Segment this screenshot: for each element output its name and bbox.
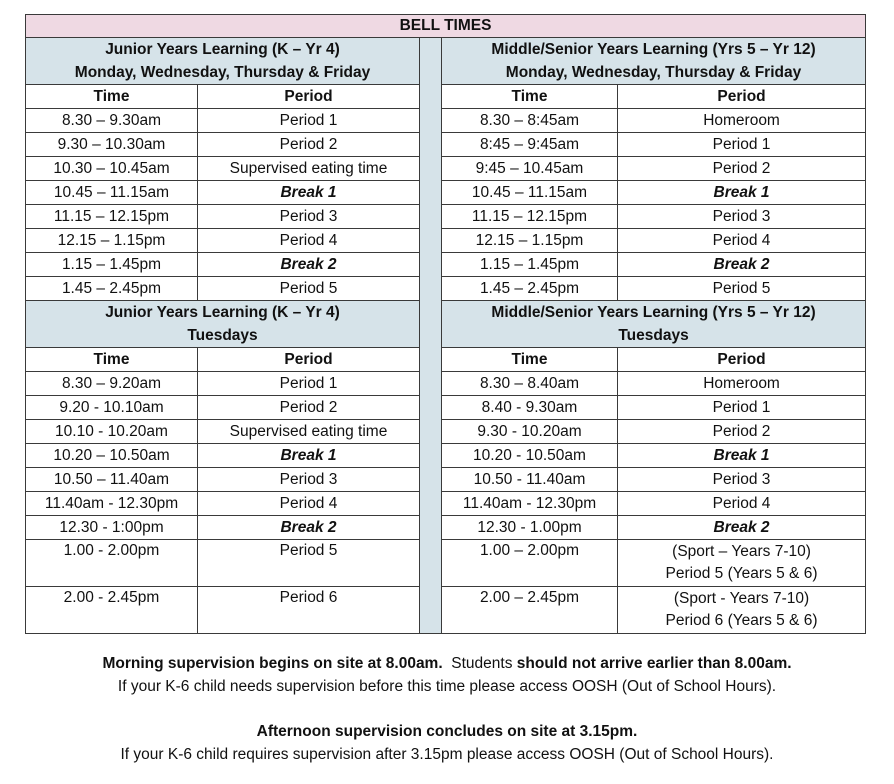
senior-time-cell: 1.00 – 2.00pm bbox=[442, 540, 618, 587]
senior-time-cell: 12.30 - 1.00pm bbox=[442, 516, 618, 540]
senior-period-cell: Period 5 bbox=[618, 277, 866, 301]
afternoon-supervision-text: Afternoon supervision concludes on site at 3.15pm. bbox=[256, 723, 638, 740]
junior-section-title bbox=[26, 301, 420, 348]
junior-time-cell: 10.30 – 10.45am bbox=[26, 157, 198, 181]
junior-section-title bbox=[26, 38, 420, 85]
junior-time-cell: 10.50 – 11.40am bbox=[26, 468, 198, 492]
junior-period-cell: Supervised eating time bbox=[198, 157, 420, 181]
senior-period-cell: Period 4 bbox=[618, 229, 866, 253]
column-divider bbox=[420, 38, 442, 634]
junior-time-cell: 2.00 - 2.45pm bbox=[26, 587, 198, 634]
senior-time-cell: 12.15 – 1.15pm bbox=[442, 229, 618, 253]
junior-period-cell: Period 1 bbox=[198, 109, 420, 133]
schedule-row bbox=[26, 277, 866, 301]
junior-period-cell: Break 1 bbox=[198, 444, 420, 468]
senior-period-cell-line: (Sport - Years 7-10) bbox=[673, 590, 810, 607]
junior-period-cell: Break 2 bbox=[198, 516, 420, 540]
junior-time-header: Time bbox=[26, 348, 198, 372]
junior-time-cell: 9.30 – 10.30am bbox=[26, 133, 198, 157]
junior-period-header: Period bbox=[198, 348, 420, 372]
junior-time-cell: 12.15 – 1.15pm bbox=[26, 229, 198, 253]
junior-period-cell: Period 4 bbox=[198, 492, 420, 516]
senior-period-cell: Period 3 bbox=[618, 468, 866, 492]
schedule-row bbox=[26, 253, 866, 277]
senior-period-cell: Period 2 bbox=[618, 420, 866, 444]
senior-time-cell: 9:45 – 10.45am bbox=[442, 157, 618, 181]
junior-period-cell: Supervised eating time bbox=[198, 420, 420, 444]
senior-period-cell bbox=[618, 587, 866, 634]
morning-supervision-text: Morning supervision begins on site at 8.00am. bbox=[102, 655, 443, 672]
junior-period-cell: Period 6 bbox=[198, 587, 420, 634]
junior-period-cell: Period 1 bbox=[198, 372, 420, 396]
schedule-row bbox=[26, 444, 866, 468]
senior-section-title bbox=[442, 38, 866, 85]
schedule-row bbox=[26, 157, 866, 181]
table-title: BELL TIMES bbox=[26, 15, 866, 38]
junior-time-cell: 9.20 - 10.10am bbox=[26, 396, 198, 420]
senior-period-cell-line: (Sport – Years 7-10) bbox=[672, 543, 811, 560]
junior-time-cell: 10.45 – 11.15am bbox=[26, 181, 198, 205]
junior-time-cell: 1.15 – 1.45pm bbox=[26, 253, 198, 277]
senior-period-cell-line: Period 5 (Years 5 & 6) bbox=[665, 565, 818, 582]
senior-time-cell: 1.15 – 1.45pm bbox=[442, 253, 618, 277]
junior-section-title-line: Monday, Wednesday, Thursday & Friday bbox=[74, 64, 371, 81]
morning-notice-line-1 bbox=[0, 652, 894, 675]
senior-period-cell: Period 1 bbox=[618, 133, 866, 157]
schedule-row bbox=[26, 516, 866, 540]
senior-period-header: Period bbox=[618, 348, 866, 372]
senior-period-cell: Period 2 bbox=[618, 157, 866, 181]
senior-period-cell-line: Period 6 (Years 5 & 6) bbox=[665, 612, 818, 629]
junior-period-cell: Period 3 bbox=[198, 468, 420, 492]
schedule-row bbox=[26, 420, 866, 444]
junior-period-cell: Period 2 bbox=[198, 396, 420, 420]
junior-period-cell: Break 2 bbox=[198, 253, 420, 277]
junior-period-cell: Period 5 bbox=[198, 540, 420, 587]
senior-time-header: Time bbox=[442, 348, 618, 372]
senior-time-cell: 11.15 – 12.15pm bbox=[442, 205, 618, 229]
junior-period-cell: Period 4 bbox=[198, 229, 420, 253]
junior-time-cell: 8.30 – 9.20am bbox=[26, 372, 198, 396]
afternoon-notice bbox=[0, 720, 894, 766]
senior-time-cell: 10.45 – 11.15am bbox=[442, 181, 618, 205]
junior-period-header: Period bbox=[198, 85, 420, 109]
schedule-row bbox=[26, 205, 866, 229]
schedule-row bbox=[26, 468, 866, 492]
schedule-row bbox=[26, 492, 866, 516]
senior-period-cell bbox=[618, 540, 866, 587]
senior-time-cell: 10.20 - 10.50am bbox=[442, 444, 618, 468]
schedule-row bbox=[26, 181, 866, 205]
junior-period-cell: Break 1 bbox=[198, 181, 420, 205]
senior-period-cell: Homeroom bbox=[618, 109, 866, 133]
senior-period-cell: Break 2 bbox=[618, 253, 866, 277]
arrival-warning-text: should not arrive earlier than 8.00am. bbox=[516, 655, 792, 672]
senior-section-title-line: Middle/Senior Years Learning (Yrs 5 – Yr 12) bbox=[491, 41, 816, 58]
senior-time-header: Time bbox=[442, 85, 618, 109]
junior-time-cell: 10.20 – 10.50am bbox=[26, 444, 198, 468]
junior-time-cell: 8.30 – 9.30am bbox=[26, 109, 198, 133]
schedule-row bbox=[26, 540, 866, 587]
bell-times-table bbox=[25, 14, 866, 634]
senior-section-title-line: Middle/Senior Years Learning (Yrs 5 – Yr 12) bbox=[491, 304, 816, 321]
senior-period-cell: Period 3 bbox=[618, 205, 866, 229]
senior-period-cell: Period 4 bbox=[618, 492, 866, 516]
junior-time-cell: 11.40am - 12.30pm bbox=[26, 492, 198, 516]
senior-section-title-line: Tuesdays bbox=[618, 327, 689, 344]
junior-section-title-line: Tuesdays bbox=[187, 327, 258, 344]
senior-time-cell: 2.00 – 2.45pm bbox=[442, 587, 618, 634]
junior-period-cell: Period 3 bbox=[198, 205, 420, 229]
senior-time-cell: 8.40 - 9.30am bbox=[442, 396, 618, 420]
students-text: Students bbox=[442, 655, 517, 672]
senior-time-cell: 1.45 – 2.45pm bbox=[442, 277, 618, 301]
senior-period-cell: Period 1 bbox=[618, 396, 866, 420]
schedule-row bbox=[26, 109, 866, 133]
senior-time-cell: 11.40am - 12.30pm bbox=[442, 492, 618, 516]
schedule-row bbox=[26, 587, 866, 634]
senior-period-cell: Break 1 bbox=[618, 181, 866, 205]
senior-period-cell: Homeroom bbox=[618, 372, 866, 396]
senior-time-cell: 10.50 - 11.40am bbox=[442, 468, 618, 492]
morning-notice bbox=[0, 652, 894, 698]
junior-time-cell: 10.10 - 10.20am bbox=[26, 420, 198, 444]
junior-time-cell: 1.45 – 2.45pm bbox=[26, 277, 198, 301]
senior-section-title-line: Monday, Wednesday, Thursday & Friday bbox=[505, 64, 802, 81]
junior-period-cell: Period 2 bbox=[198, 133, 420, 157]
senior-time-cell: 9.30 - 10.20am bbox=[442, 420, 618, 444]
junior-section-title-line: Junior Years Learning (K – Yr 4) bbox=[105, 304, 340, 321]
junior-time-cell: 12.30 - 1:00pm bbox=[26, 516, 198, 540]
senior-period-cell: Break 2 bbox=[618, 516, 866, 540]
senior-time-cell: 8.30 – 8:45am bbox=[442, 109, 618, 133]
schedule-row bbox=[26, 133, 866, 157]
junior-time-cell: 1.00 - 2.00pm bbox=[26, 540, 198, 587]
morning-oosh-text: If your K-6 child needs supervision before this time please access OOSH (Out of School Hours). bbox=[117, 678, 777, 695]
senior-time-cell: 8:45 – 9:45am bbox=[442, 133, 618, 157]
senior-section-title bbox=[442, 301, 866, 348]
junior-time-header: Time bbox=[26, 85, 198, 109]
schedule-row bbox=[26, 372, 866, 396]
afternoon-oosh-text: If your K-6 child requires supervision after 3.15pm please access OOSH (Out of School Hours). bbox=[120, 746, 774, 763]
senior-period-header: Period bbox=[618, 85, 866, 109]
senior-period-cell: Break 1 bbox=[618, 444, 866, 468]
junior-period-cell: Period 5 bbox=[198, 277, 420, 301]
junior-time-cell: 11.15 – 12.15pm bbox=[26, 205, 198, 229]
senior-time-cell: 8.30 – 8.40am bbox=[442, 372, 618, 396]
schedule-row bbox=[26, 229, 866, 253]
junior-section-title-line: Junior Years Learning (K – Yr 4) bbox=[105, 41, 340, 58]
schedule-row bbox=[26, 396, 866, 420]
